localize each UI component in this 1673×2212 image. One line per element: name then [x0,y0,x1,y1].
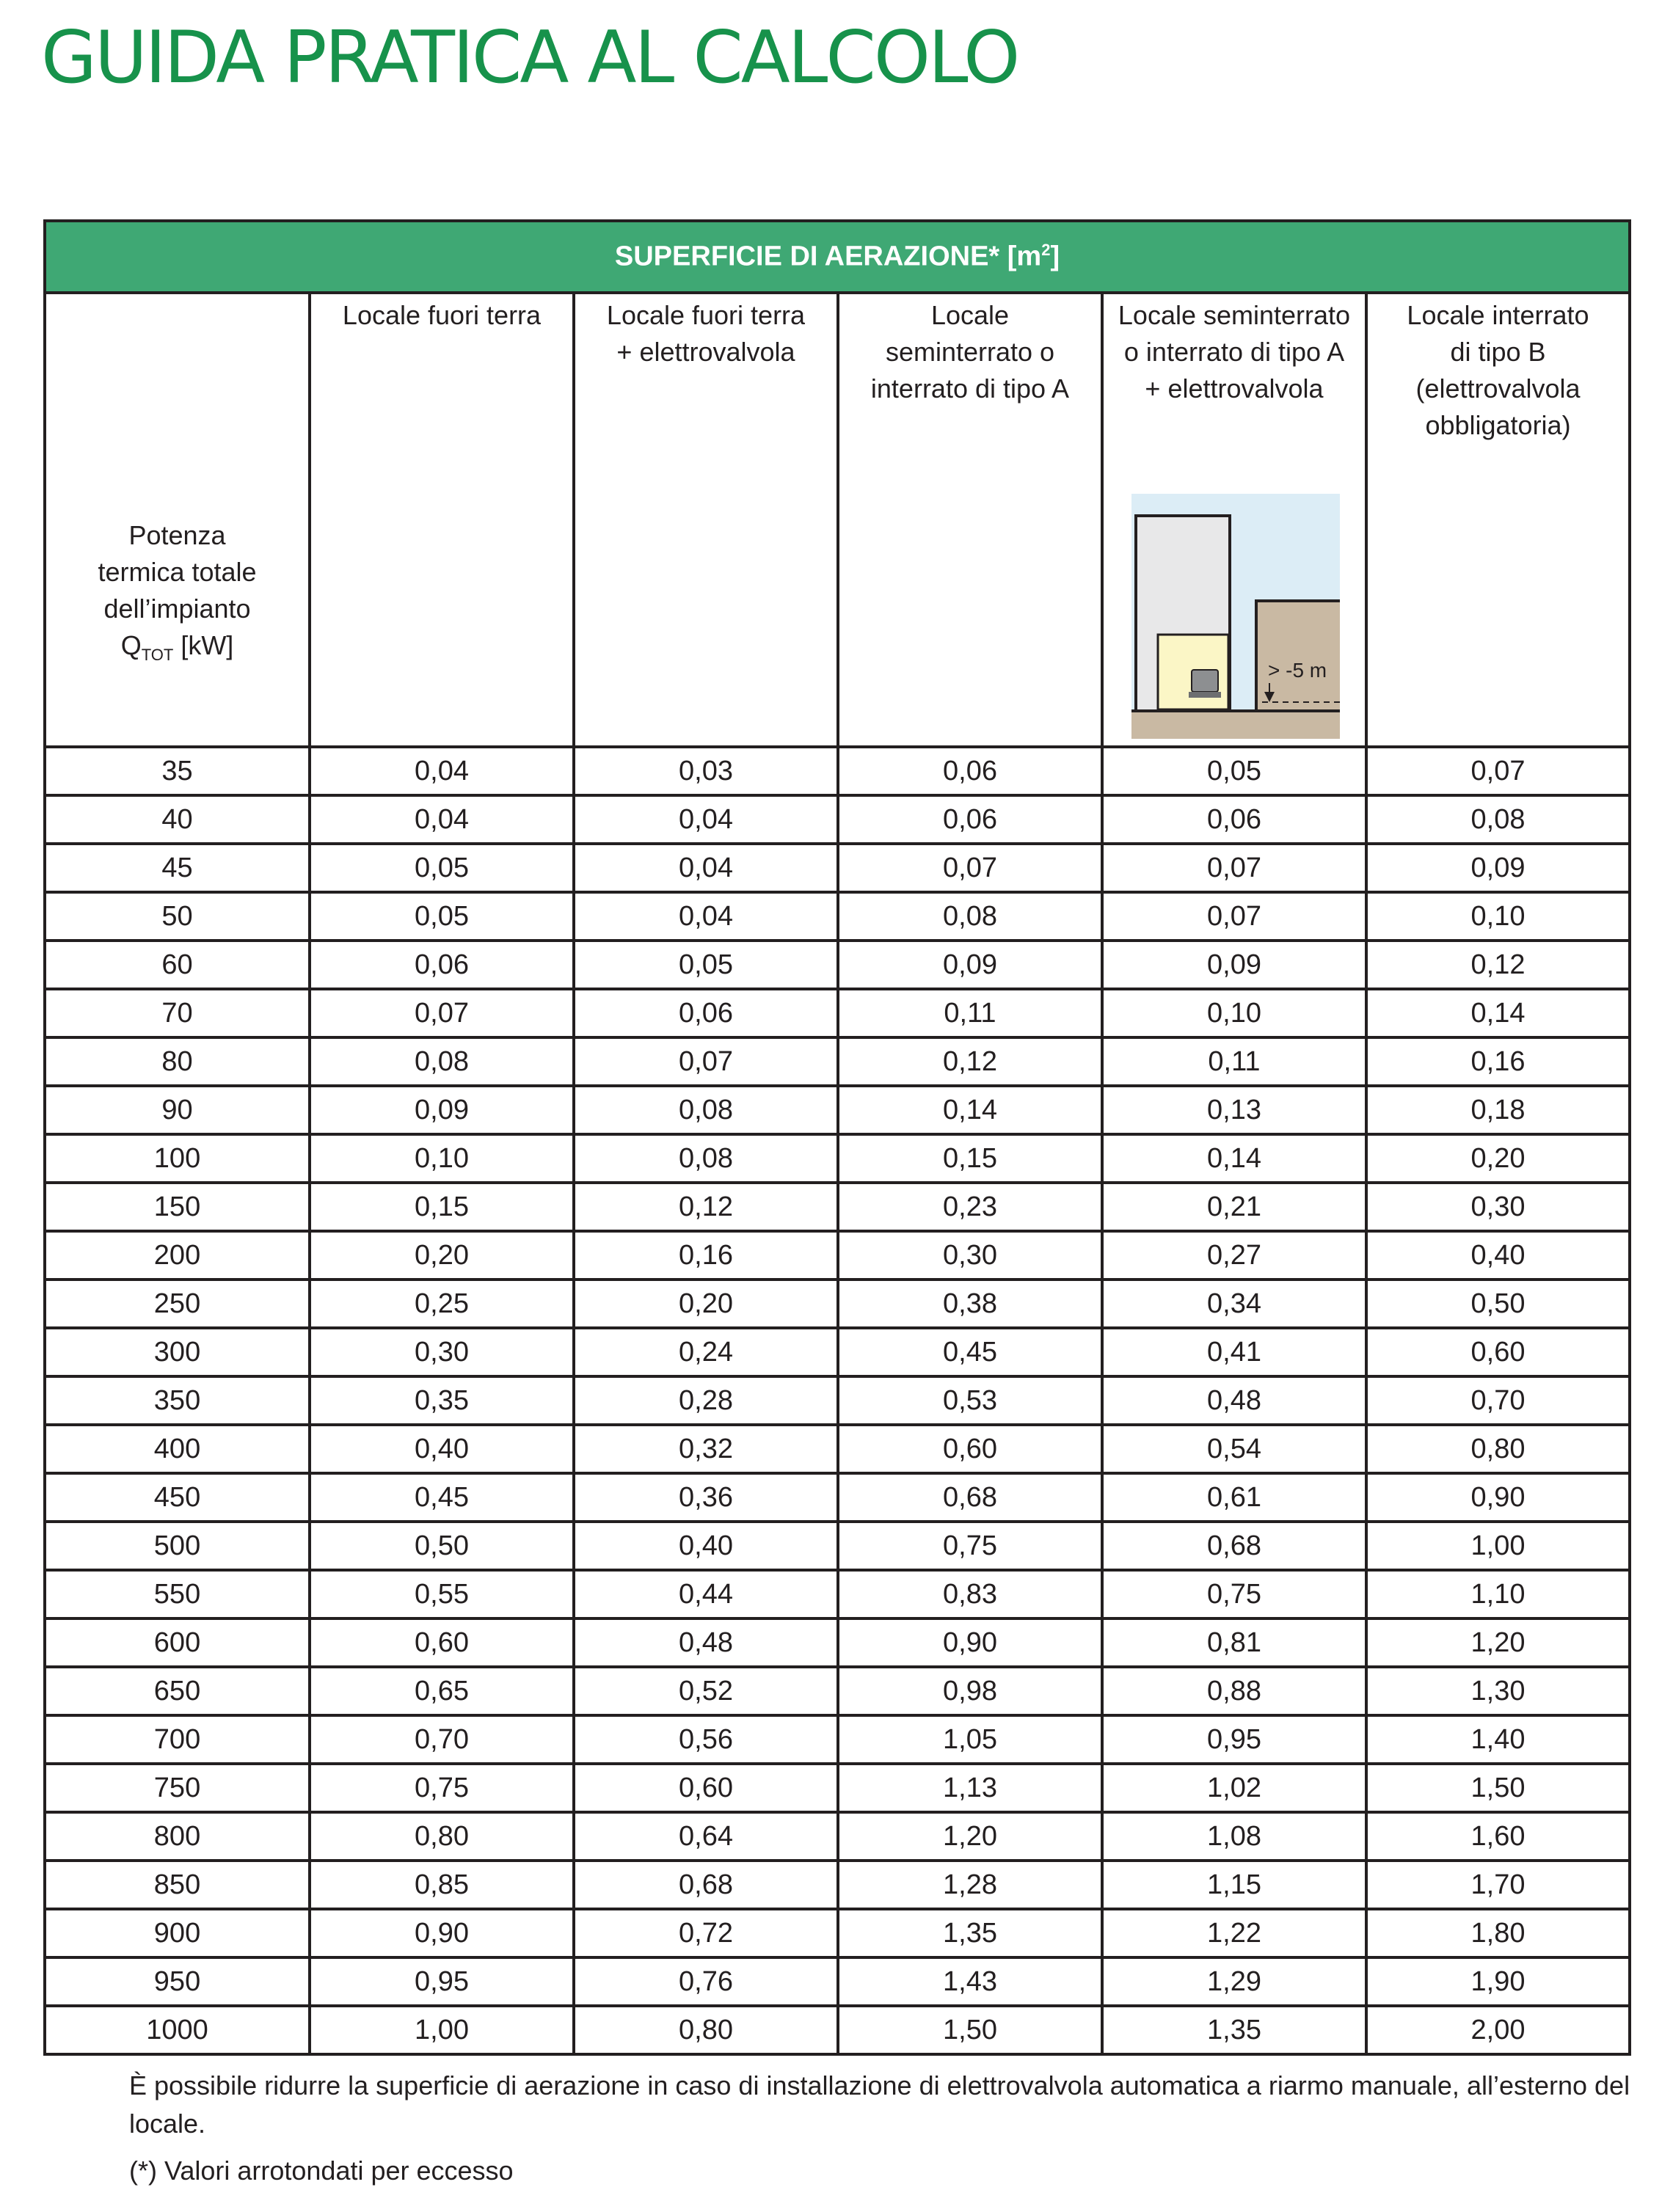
aeration-value-cell: 0,11 [1102,1037,1366,1086]
aeration-value-cell: 0,25 [310,1280,574,1328]
aeration-value-cell: 0,04 [310,795,574,844]
table-row [45,1086,1630,1134]
aeration-value-cell: 0,18 [1366,1086,1630,1134]
note-rounding: (*) Valori arrotondati per eccesso [129,2156,514,2186]
aeration-value-cell: 0,72 [574,1909,838,1957]
aeration-value-cell: 0,90 [838,1618,1102,1667]
aeration-value-cell: 0,08 [574,1134,838,1183]
aeration-value-cell: 0,64 [574,1812,838,1861]
aeration-value-cell: 0,32 [574,1425,838,1473]
aeration-value-cell: 0,30 [1366,1183,1630,1231]
aeration-value-cell: 0,45 [310,1473,574,1522]
aeration-value-cell: 0,90 [1366,1473,1630,1522]
potenza-cell: 100 [45,1134,310,1183]
aeration-value-cell: 0,50 [1366,1280,1630,1328]
aeration-value-cell: 0,56 [574,1715,838,1764]
page-title: GUIDA PRATICA AL CALCOLO [41,16,1018,100]
header-col-1 [310,293,574,747]
potenza-unit: [kW] [173,630,234,660]
aeration-value-cell: 0,15 [310,1183,574,1231]
aeration-value-cell: 1,80 [1366,1909,1630,1957]
aeration-value-cell: 1,30 [1366,1667,1630,1715]
aeration-value-cell: 1,08 [1102,1812,1366,1861]
aeration-value-cell: 0,07 [838,844,1102,892]
aeration-value-cell: 0,05 [310,892,574,941]
aeration-value-cell: 1,50 [838,2006,1102,2054]
aeration-value-cell: 0,23 [838,1183,1102,1231]
aeration-value-cell: 0,12 [838,1037,1102,1086]
table-row [45,1522,1630,1570]
table-row [45,1376,1630,1425]
aeration-value-cell: 1,15 [1102,1861,1366,1909]
aeration-value-cell: 0,70 [1366,1376,1630,1425]
table-row [45,1328,1630,1376]
aeration-value-cell: 0,54 [1102,1425,1366,1473]
aeration-value-cell: 0,20 [310,1231,574,1280]
aeration-value-cell: 0,95 [1102,1715,1366,1764]
potenza-cell: 150 [45,1183,310,1231]
table-row [45,1473,1630,1522]
aeration-value-cell: 0,45 [838,1328,1102,1376]
table-body [45,747,1630,2054]
aeration-value-cell: 1,10 [1366,1570,1630,1618]
aeration-value-cell: 0,75 [838,1522,1102,1570]
aeration-value-cell: 0,48 [574,1618,838,1667]
aeration-value-cell: 1,40 [1366,1715,1630,1764]
table-row [45,1183,1630,1231]
potenza-line-3: dell’impianto [103,594,251,624]
aeration-value-cell: 1,43 [838,1957,1102,2006]
aeration-value-cell: 0,40 [310,1425,574,1473]
col-2-line-2: + elettrovalvola [616,337,795,367]
aeration-value-cell: 0,09 [838,941,1102,989]
depth-label: > -5 m [1268,659,1327,682]
basement-illustration [1131,494,1340,739]
potenza-cell: 45 [45,844,310,892]
potenza-cell: 1000 [45,2006,310,2054]
col-5-line-3: (elettrovalvola [1415,373,1581,404]
aeration-value-cell: 0,03 [574,747,838,795]
potenza-cell: 80 [45,1037,310,1086]
potenza-symbol: Q [120,630,142,660]
table-row [45,989,1630,1037]
potenza-line-2: termica totale [98,557,257,587]
potenza-cell: 40 [45,795,310,844]
aeration-value-cell: 0,05 [1102,747,1366,795]
aeration-value-cell: 0,61 [1102,1473,1366,1522]
aeration-value-cell: 1,35 [1102,2006,1366,2054]
aeration-value-cell: 1,90 [1366,1957,1630,2006]
aeration-value-cell: 0,09 [1102,941,1366,989]
table-row [45,1715,1630,1764]
aeration-value-cell: 0,08 [310,1037,574,1086]
aeration-value-cell: 0,10 [1366,892,1630,941]
aeration-value-cell: 0,70 [310,1715,574,1764]
aeration-value-cell: 0,68 [838,1473,1102,1522]
potenza-cell: 500 [45,1522,310,1570]
aeration-value-cell: 0,11 [838,989,1102,1037]
table-row [45,1861,1630,1909]
potenza-cell: 850 [45,1861,310,1909]
aeration-value-cell: 0,68 [1102,1522,1366,1570]
aeration-value-cell: 0,05 [574,941,838,989]
aeration-value-cell: 0,06 [838,795,1102,844]
table-row [45,795,1630,844]
aeration-value-cell: 0,52 [574,1667,838,1715]
aeration-value-cell: 0,90 [310,1909,574,1957]
potenza-cell: 50 [45,892,310,941]
aeration-value-cell: 0,60 [310,1618,574,1667]
aeration-value-cell: 0,34 [1102,1280,1366,1328]
table-row [45,1231,1630,1280]
aeration-value-cell: 1,05 [838,1715,1102,1764]
table-row [45,892,1630,941]
aeration-value-cell: 1,00 [1366,1522,1630,1570]
aeration-value-cell: 1,60 [1366,1812,1630,1861]
potenza-line-1: Potenza [128,520,226,550]
aeration-value-cell: 1,29 [1102,1957,1366,2006]
col-3-line-1: Locale [930,300,1010,330]
aeration-value-cell: 0,28 [574,1376,838,1425]
aeration-value-cell: 1,20 [838,1812,1102,1861]
aeration-value-cell: 0,30 [838,1231,1102,1280]
potenza-cell: 300 [45,1328,310,1376]
aeration-value-cell: 0,09 [310,1086,574,1134]
potenza-cell: 700 [45,1715,310,1764]
potenza-cell: 400 [45,1425,310,1473]
aeration-value-cell: 0,48 [1102,1376,1366,1425]
header-col-2 [574,293,838,747]
aeration-value-cell: 0,08 [1366,795,1630,844]
aeration-table [43,219,1631,2056]
col-3-line-2: seminterrato o [885,337,1055,367]
aeration-value-cell: 0,24 [574,1328,838,1376]
table-row [45,844,1630,892]
aeration-value-cell: 1,50 [1366,1764,1630,1812]
aeration-value-cell: 0,60 [1366,1328,1630,1376]
aeration-value-cell: 0,27 [1102,1231,1366,1280]
aeration-value-cell: 0,16 [574,1231,838,1280]
aeration-value-cell: 0,14 [1102,1134,1366,1183]
aeration-value-cell: 1,13 [838,1764,1102,1812]
band-superscript: 2 [1041,241,1051,260]
aeration-value-cell: 0,07 [1102,892,1366,941]
table-row [45,1667,1630,1715]
table-band-header [45,221,1630,293]
col-3-line-3: interrato di tipo A [870,373,1070,404]
potenza-cell: 600 [45,1618,310,1667]
aeration-value-cell: 0,75 [310,1764,574,1812]
aeration-value-cell: 0,05 [310,844,574,892]
aeration-value-cell: 0,76 [574,1957,838,2006]
aeration-value-cell: 0,98 [838,1667,1102,1715]
aeration-value-cell: 0,44 [574,1570,838,1618]
aeration-value-cell: 0,75 [1102,1570,1366,1618]
aeration-value-cell: 0,12 [1366,941,1630,989]
aeration-value-cell: 1,20 [1366,1618,1630,1667]
potenza-cell: 650 [45,1667,310,1715]
aeration-value-cell: 0,07 [310,989,574,1037]
header-potenza [45,293,310,747]
potenza-cell: 35 [45,747,310,795]
table-row [45,2006,1630,2054]
table-row [45,1618,1630,1667]
aeration-value-cell: 0,36 [574,1473,838,1522]
aeration-value-cell: 1,35 [838,1909,1102,1957]
aeration-value-cell: 0,08 [838,892,1102,941]
col-5-line-4: obbligatoria) [1425,410,1571,440]
header-col-4 [1102,293,1366,747]
aeration-value-cell: 0,07 [1366,747,1630,795]
table-row [45,1812,1630,1861]
aeration-value-cell: 0,06 [574,989,838,1037]
potenza-cell: 900 [45,1909,310,1957]
aeration-value-cell: 1,70 [1366,1861,1630,1909]
aeration-value-cell: 0,14 [1366,989,1630,1037]
aeration-value-cell: 0,14 [838,1086,1102,1134]
aeration-value-cell: 1,22 [1102,1909,1366,1957]
aeration-value-cell: 0,15 [838,1134,1102,1183]
table-row [45,1280,1630,1328]
aeration-value-cell: 0,80 [574,2006,838,2054]
aeration-value-cell: 0,04 [574,844,838,892]
table-row [45,1134,1630,1183]
col-1-line-1: Locale fuori terra [342,300,542,330]
col-4-line-1: Locale seminterrato [1118,300,1351,330]
table-row [45,1425,1630,1473]
aeration-value-cell: 0,20 [574,1280,838,1328]
aeration-value-cell: 0,07 [1102,844,1366,892]
aeration-value-cell: 0,50 [310,1522,574,1570]
aeration-value-cell: 0,60 [838,1425,1102,1473]
aeration-value-cell: 0,10 [310,1134,574,1183]
potenza-cell: 250 [45,1280,310,1328]
table-row [45,1909,1630,1957]
aeration-value-cell: 2,00 [1366,2006,1630,2054]
aeration-value-cell: 0,83 [838,1570,1102,1618]
potenza-cell: 550 [45,1570,310,1618]
note-reduction: È possibile ridurre la superficie di aerazione in caso di installazione di elettrovalvola automatica a riarmo manuale, all’esterno del locale. [129,2070,1630,2139]
potenza-subscript: TOT [141,646,174,665]
col-5-line-2: di tipo B [1450,337,1546,367]
aeration-value-cell: 0,08 [574,1086,838,1134]
aeration-value-cell: 0,55 [310,1570,574,1618]
aeration-value-cell: 0,20 [1366,1134,1630,1183]
aeration-value-cell: 0,04 [574,795,838,844]
aeration-value-cell: 0,41 [1102,1328,1366,1376]
table-row [45,1764,1630,1812]
aeration-value-cell: 0,04 [574,892,838,941]
aeration-value-cell: 0,06 [310,941,574,989]
potenza-cell: 800 [45,1812,310,1861]
potenza-cell: 70 [45,989,310,1037]
aeration-value-cell: 0,07 [574,1037,838,1086]
band-close: ] [1050,241,1060,272]
aeration-value-cell: 0,21 [1102,1183,1366,1231]
aeration-value-cell: 0,88 [1102,1667,1366,1715]
table-row [45,941,1630,989]
aeration-value-cell: 0,81 [1102,1618,1366,1667]
potenza-cell: 450 [45,1473,310,1522]
aeration-value-cell: 0,30 [310,1328,574,1376]
potenza-cell: 350 [45,1376,310,1425]
col-4-line-2: o interrato di tipo A [1123,337,1345,367]
aeration-value-cell: 0,10 [1102,989,1366,1037]
header-col-3 [838,293,1102,747]
aeration-value-cell: 0,65 [310,1667,574,1715]
table-row [45,1957,1630,2006]
aeration-value-cell: 0,68 [574,1861,838,1909]
potenza-cell: 60 [45,941,310,989]
aeration-value-cell: 1,28 [838,1861,1102,1909]
header-col-5 [1366,293,1630,747]
aeration-value-cell: 0,16 [1366,1037,1630,1086]
table-row [45,1037,1630,1086]
potenza-cell: 200 [45,1231,310,1280]
aeration-value-cell: 0,95 [310,1957,574,2006]
aeration-value-cell: 0,80 [1366,1425,1630,1473]
aeration-value-cell: 0,12 [574,1183,838,1231]
potenza-cell: 90 [45,1086,310,1134]
aeration-value-cell: 0,40 [1366,1231,1630,1280]
aeration-value-cell: 1,02 [1102,1764,1366,1812]
aeration-value-cell: 0,38 [838,1280,1102,1328]
col-4-line-3: + elettrovalvola [1145,373,1324,404]
aeration-value-cell: 0,09 [1366,844,1630,892]
aeration-value-cell: 1,00 [310,2006,574,2054]
aeration-value-cell: 0,53 [838,1376,1102,1425]
aeration-value-cell: 0,85 [310,1861,574,1909]
aeration-value-cell: 0,13 [1102,1086,1366,1134]
potenza-cell: 750 [45,1764,310,1812]
col-2-line-1: Locale fuori terra [606,300,806,330]
aeration-value-cell: 0,60 [574,1764,838,1812]
potenza-cell: 950 [45,1957,310,2006]
aeration-value-cell: 0,06 [838,747,1102,795]
table-row [45,1570,1630,1618]
aeration-value-cell: 0,40 [574,1522,838,1570]
table-row [45,747,1630,795]
col-5-line-1: Locale interrato [1407,300,1589,330]
aeration-value-cell: 0,06 [1102,795,1366,844]
aeration-value-cell: 0,80 [310,1812,574,1861]
aeration-value-cell: 0,35 [310,1376,574,1425]
band-title: SUPERFICIE DI AERAZIONE* [m [614,241,1042,272]
aeration-value-cell: 0,04 [310,747,574,795]
